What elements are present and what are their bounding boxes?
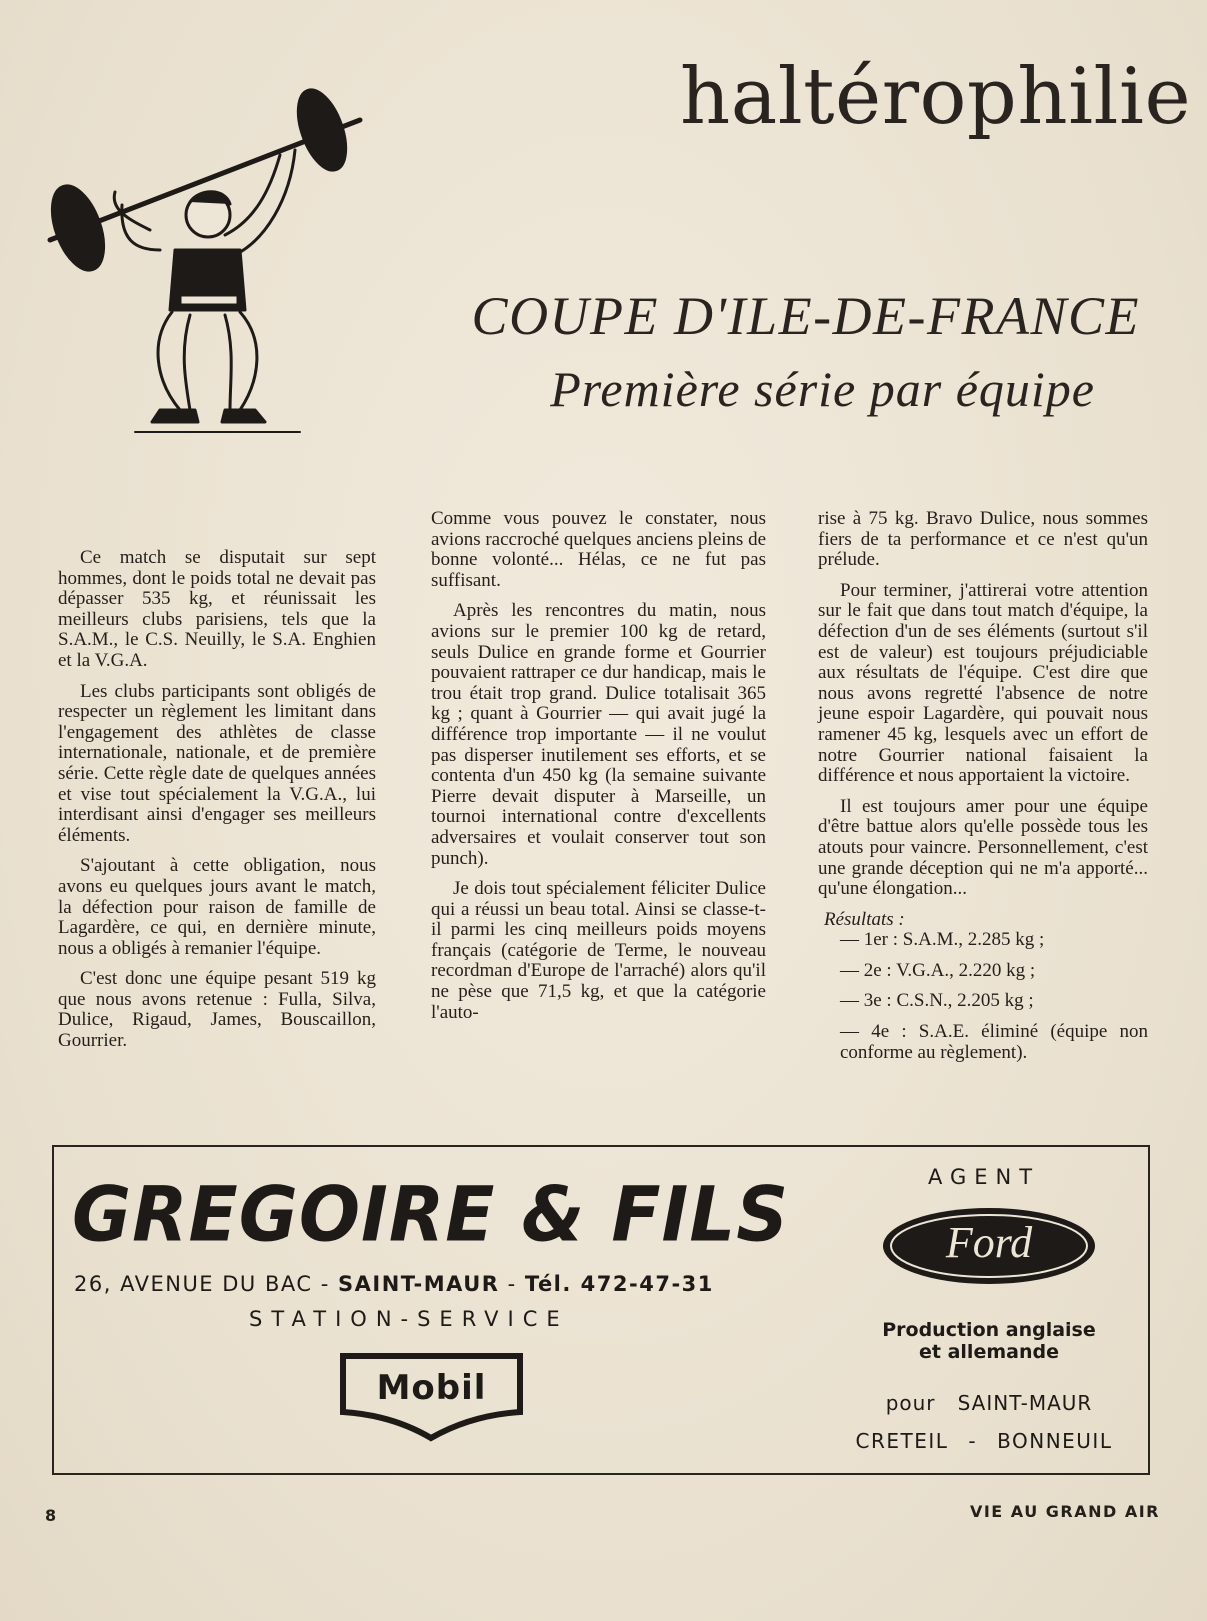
ad-phone: Tél. 472-47-31 — [524, 1272, 714, 1296]
ad-pour-town: SAINT-MAUR — [957, 1391, 1093, 1415]
magazine-name: VIE AU GRAND AIR — [969, 1502, 1160, 1521]
ad-station-service: STATION-SERVICE — [249, 1307, 569, 1331]
ad-address — [74, 1272, 814, 1296]
ad-town-name: CRETEIL — [855, 1429, 949, 1453]
ad-town: SAINT-MAUR — [338, 1272, 500, 1296]
mobil-logo-text: Mobil — [376, 1368, 487, 1408]
article-column-3 — [818, 509, 1148, 1073]
article-subtitle: Première série par équipe — [550, 361, 1095, 417]
ad-agent-label: AGENT — [927, 1165, 1041, 1189]
ad-production-line: Production anglaise — [882, 1319, 1096, 1341]
ad-company-name: GREGOIRE & FILS — [72, 1169, 790, 1259]
ad-town-name: BONNEUIL — [997, 1429, 1113, 1453]
ad-towns — [834, 1429, 1134, 1453]
result-line: — 2e : V.G.A., 2.220 kg ; — [840, 959, 1036, 981]
article-title: COUPE D'ILE-DE-FRANCE — [471, 286, 1140, 346]
ford-logo-text: Ford — [945, 1218, 1033, 1267]
paragraph: Comme vous pouvez le constater, nous avions raccroché quelques anciens pleins de bonne volonté... Hélas, ce ne fut pas suffisant. — [431, 508, 767, 591]
ad-production-line: et allemande — [919, 1341, 1059, 1363]
ad-separator: - — [320, 1272, 330, 1296]
results-label: Résultats : — [824, 908, 905, 930]
weightlifter-cartoon-icon — [40, 80, 400, 470]
paragraph: S'ajoutant à cette obligation, nous avons eu quelques jours avant le match, la défection pour raison de famille de Lagardère, ce qui, en dernière minute, nous a obligés à remanier l'équipe. — [58, 855, 376, 959]
page-number: 8 — [45, 1506, 57, 1525]
paragraph: Pour terminer, j'attirerai votre attention sur le fait que dans tout match d'équipe, la défection d'un de ses éléments (surtout s'il est de valeur) est toujours préjudiciable aux résultats de l'équipe. C'est dire que nous avons regretté l'absence de notre jeune espoir Lagardère, qui pouvait nous ramener 45 kg, lesquels avec un effort de notre Gourrier national faisaient la différence et nous apportaient la victoire. — [818, 579, 1148, 787]
paragraph: Je dois tout spécialement féliciter Dulice qui a réussi un beau total. Ainsi se classe-t-il parmi les cinq meilleurs poids moyens français (catégorie de Terme, le nouveau recordman d'Europe de l'arraché) alors qu'il ne pèse que 71,5 kg, et que la catégorie l'auto- — [431, 878, 766, 1023]
result-line: — 3e : C.S.N., 2.205 kg ; — [840, 990, 1034, 1012]
result-line: — 1er : S.A.M., 2.285 kg ; — [840, 929, 1045, 951]
article-column-2 — [431, 509, 766, 1033]
advertisement — [52, 1145, 1150, 1475]
paragraph: Il est toujours amer pour une équipe d'être battue alors qu'elle possède tous les atouts pour vaincre. Personnellement, c'est une grande déception qui ne m'a apporté... qu'une élongation... — [818, 795, 1148, 900]
ad-street: 26, AVENUE DU BAC — [74, 1272, 313, 1296]
article-column-1 — [58, 548, 376, 1062]
ad-town-separator: - — [968, 1429, 978, 1453]
ad-production — [844, 1319, 1134, 1363]
paragraph: Les clubs participants sont obligés de respecter un règlement les limitant dans l'engagement des athlètes de classe internationale, nationale, et de première série. Cette règle date de quelques années et vise tout spécialement la V.G.A., lui interdisant ainsi d'engager ses meilleurs éléments. — [58, 680, 376, 846]
paragraph: Après les rencontres du matin, nous avions sur le premier 100 kg de retard, seuls Dulice en grande forme et Gourrier pouvaient rattraper ce dur handicap, mais le trou était trop grand. Dulice totalisait 365 kg ; quant à Gourrier — qui avait jugé la différence trop importante — il ne voulut pas disperser inutilement ses efforts, et se contenta d'un 450 kg (la semaine suivante Pierre devait disputer à Marseille, un tournoi international contre d'excellents adversaires et voulait conserver tout son punch). — [431, 600, 766, 869]
section-rubric: haltérophilie — [680, 52, 1192, 142]
ad-pour: pour — [885, 1391, 936, 1415]
paragraph: Ce match se disputait sur sept hommes, dont le poids total ne devait pas dépasser 535 kg, et réunissait les meilleurs clubs parisiens, tels que la S.A.M., le C.S. Neuilly, le S.A. Enghien et la V.G.A. — [58, 547, 376, 671]
result-line: — 4e : S.A.E. éliminé (équipe non conforme au règlement). — [840, 1021, 1148, 1063]
ad-separator: - — [507, 1272, 517, 1296]
ad-dealer-area — [844, 1391, 1134, 1415]
paragraph: C'est donc une équipe pesant 519 kg que nous avons retenue : Fulla, Silva, Dulice, Rigaud, James, Bouscaillon, Gourrier. — [58, 968, 376, 1052]
paragraph: rise à 75 kg. Bravo Dulice, nous sommes fiers de ta performance et ce n'est qu'un prélude. — [818, 508, 1148, 571]
